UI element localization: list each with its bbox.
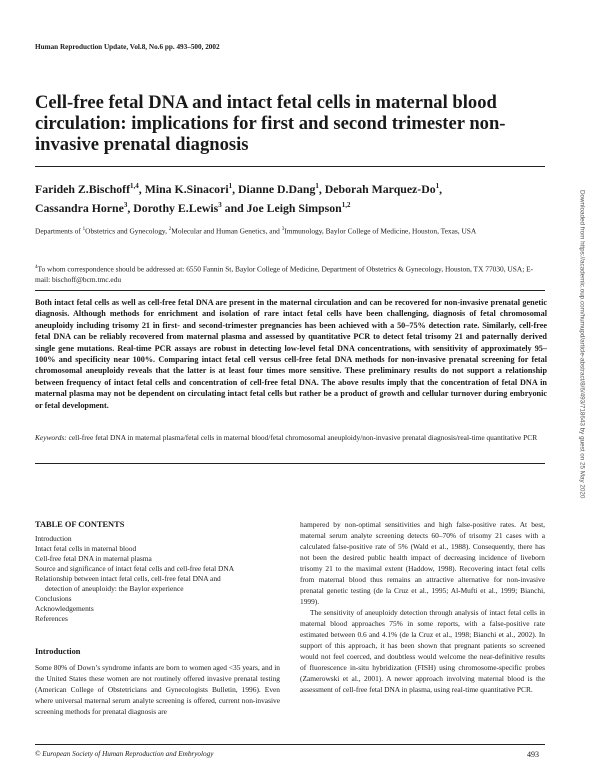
download-watermark-text: Downloaded from https://academic.oup.com/humupd/article-abstract/8/6/493/718643 by guest on 25 May 2020	[578, 190, 586, 499]
toc-item: Cell-free fetal DNA in maternal plasma	[35, 554, 152, 563]
author-separator: ,	[318, 181, 325, 196]
correspondence-text: To whom correspondence should be addressed at: 6550 Fannin St, Baylor College of Medicine, Department of Obstetrics & Gynecology, Houston, TX 77030, USA; E-mail: bischoff@bcm.tmc.edu	[35, 264, 534, 285]
author-separator: ,	[127, 200, 134, 215]
abstract: Both intact fetal cells as well as cell-free fetal DNA are present in the maternal circulation and can be recovered for non-invasive prenatal genetic diagnosis. Although methods for enrichment and isolation of rare intact fetal cells have been challenging, diagnosis of fetal chromosomal aneuploidy including trisomy 21 in first- and second-trimester pregnancies has been achieved with a 50–75% detection rate. Similarly, cell-free fetal DNA can be reliably recovered from maternal plasma and assessed by quantitative PCR to detect fetal trisomy 21 and paternally derived single gene mutations. Real-time PCR assays are robust in detecting low-level fetal DNA concentrations, with sensitivity of approximately 95–100% and specificity near 100%. Comparing intact fetal cell versus cell-free fetal DNA methods for non-invasive prenatal screening for fetal chromosomal aneuploidy reveals that the latter is at least four times more sensitive. These preliminary results do not support a relationship between frequency of intact fetal cells and concentration of cell-free fetal DNA. The above results imply that the concentration of fetal DNA in maternal plasma may not be dependent on circulating intact fetal cells but rather be a product of growth and cellular turnover during embryonic or fetal development.	[35, 298, 547, 410]
author: Cassandra Horne	[35, 200, 124, 215]
toc-item: References	[35, 614, 68, 623]
author-affiliation-mark: 1	[435, 182, 440, 190]
author-list	[35, 178, 550, 216]
author-affiliation-mark: 1,4	[130, 182, 139, 190]
introduction-heading: Introduction	[35, 647, 81, 656]
toc-item: Intact fetal cells in maternal blood	[35, 544, 137, 553]
affiliations	[35, 224, 545, 236]
footer-rule	[35, 744, 545, 745]
toc-heading: TABLE OF CONTENTS	[35, 520, 125, 529]
author-affiliation-mark: 3	[218, 200, 222, 209]
author-affiliation-mark: 3	[123, 200, 128, 209]
download-watermark	[577, 190, 587, 580]
copyright-notice: © European Society of Human Reproduction and Embryology	[35, 750, 214, 758]
toc-item: Source and significance of intact fetal cells and cell-free fetal DNA	[35, 564, 235, 573]
correspondence-note	[35, 262, 545, 285]
journal-citation: Human Reproduction Update, Vol.8, No.6 pp. 493–500, 2002	[35, 43, 220, 51]
toc-item: Acknowledgements	[35, 604, 94, 613]
body-paragraph: hampered by non-optimal sensitivities and high false-positive rates. At best, maternal serum analyte screening detects 60–70% of trisomy 21 cases with a calculated false-positive rate of 5% (Wald et al., 1988). Consequently, there has not been the desired public health impact of decreasing incidence of liveborn trisomy 21 to the maximal extent (Haddow, 1998). Recovering intact fetal cells from maternal blood thus remains an attractive alternative for non-invasive prenatal genetic testing (de la Cruz et al., 1995; Al-Mufti et al., 1999; Bianchi, 1999).	[300, 520, 545, 606]
author: Dianne D.Dang	[238, 181, 316, 196]
article-title: Cell-free fetal DNA and intact fetal cells in maternal blood circulation: implications for first and second trimester non-invasive prenatal diagnosis	[35, 92, 506, 155]
author-separator: ,	[138, 181, 145, 196]
top-rule	[35, 166, 545, 167]
correspondence-mark: 4	[35, 265, 38, 270]
toc-item: detection of aneuploidy: the Baylor experience	[45, 584, 184, 593]
body-paragraph: The sensitivity of aneuploidy detection through analysis of intact fetal cells in maternal blood approaches 75% in some reports, with a false-positive rate estimated between 0.6 and 4.1% (de la Cruz et al., 1998; Bianchi et al., 2002). In support of this approach, it has been shown that pregnant patients so screened would not feel coerced, and doubtless would welcome the near-definitive results of fluorescence in-situ hybridization (FISH) using chromosome-specific probes (Zamerowski et al., 2001). A newer approach involving maternal blood is the assessment of cell-free fetal DNA in plasma, using real-time quantitative PCR.	[300, 608, 545, 694]
abstract-rule	[35, 290, 545, 291]
author: Joe Leigh Simpson	[246, 200, 342, 215]
table-of-contents	[35, 520, 280, 624]
affiliation-mark: 3	[281, 227, 285, 232]
introduction-section	[35, 647, 280, 717]
author-affiliation-mark: 1	[228, 182, 233, 190]
page-number: 493	[527, 750, 539, 759]
affiliation-text: Molecular and Human Genetics, and	[171, 226, 282, 236]
author-affiliation-mark: 1,2	[341, 200, 351, 209]
author-separator: ,	[439, 181, 443, 196]
author-separator: and	[221, 200, 247, 215]
keywords-rule	[35, 463, 545, 464]
affiliation-mark: 1	[82, 227, 86, 232]
author: Dorothy E.Lewis	[133, 200, 219, 215]
right-column	[300, 519, 545, 695]
author-affiliation-mark: 1	[315, 182, 319, 190]
introduction-paragraph: Some 80% of Down’s syndrome infants are born to women aged <35 years, and in the United States these women are not routinely offered invasive prenatal testing (American College of Obstetricians and Gynecologists Bulletin, 1996). Even where universal maternal serum analyte screening is offered, current non-invasive screening methods for prenatal diagnosis are	[35, 663, 280, 716]
affiliation-text: Immunology, Baylor College of Medicine, Houston, Texas, USA	[284, 226, 477, 236]
author-separator: ,	[232, 181, 239, 196]
affiliation-text: Obstetrics and Gynecology,	[85, 226, 169, 236]
toc-item: Relationship between intact fetal cells, cell-free fetal DNA and	[35, 574, 221, 583]
keywords	[35, 432, 547, 443]
toc-item: Introduction	[35, 534, 72, 543]
keywords-text: cell-free fetal DNA in maternal plasma/fetal cells in maternal blood/fetal chromosomal aneuploidy/non-invasive prenatal diagnosis/real-time quantitative PCR	[68, 433, 538, 442]
author: Farideh Z.Bischoff	[35, 181, 131, 196]
toc-item: Conclusions	[35, 594, 72, 603]
affiliation-mark: 2	[168, 227, 172, 232]
keywords-label: Keywords:	[35, 433, 67, 442]
affiliation-prefix: Departments of	[35, 226, 83, 236]
author: Deborah Marquez-Do	[324, 181, 436, 196]
author: Mina K.Sinacori	[144, 181, 229, 196]
